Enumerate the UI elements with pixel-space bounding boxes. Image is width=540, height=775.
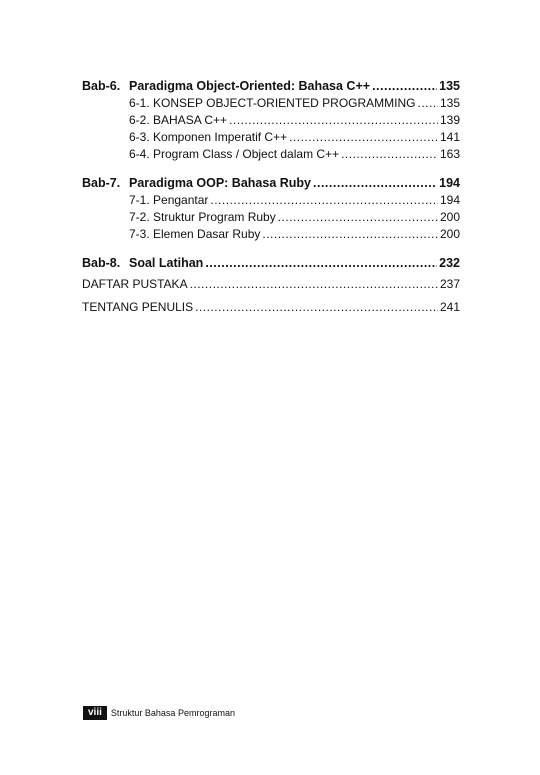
tentang-penulis-entry[interactable] bbox=[82, 299, 460, 316]
chapter-6-group bbox=[82, 78, 460, 163]
dot-leader bbox=[372, 78, 437, 95]
chapter-7-entry[interactable] bbox=[82, 175, 460, 192]
dot-leader bbox=[210, 192, 438, 209]
dot-leader bbox=[278, 209, 438, 226]
page-number: 135 bbox=[439, 79, 460, 93]
section-title: 6-3. Komponen Imperatif C++ bbox=[129, 130, 288, 144]
dot-leader bbox=[341, 146, 438, 163]
chapter-title: Paradigma Object-Oriented: Bahasa C++ bbox=[129, 79, 371, 93]
page-number: 141 bbox=[439, 130, 460, 144]
dot-leader bbox=[313, 175, 437, 192]
section-title: 6-4. Program Class / Object dalam C++ bbox=[129, 147, 340, 161]
dot-leader bbox=[262, 226, 438, 243]
dot-leader bbox=[195, 299, 438, 316]
entry-title: DAFTAR PUSTAKA bbox=[82, 277, 188, 291]
dot-leader bbox=[418, 95, 438, 112]
footer-book-title: Struktur Bahasa Pemrograman bbox=[110, 708, 235, 718]
chapter-number: Bab-7. bbox=[82, 176, 121, 190]
page-number: 194 bbox=[439, 176, 460, 190]
chapter-6-entry[interactable] bbox=[82, 78, 460, 95]
page-footer bbox=[83, 706, 235, 720]
page-number: 163 bbox=[439, 147, 460, 161]
section-title: 6-1. KONSEP OBJECT-ORIENTED PROGRAMMING bbox=[129, 96, 416, 110]
dot-leader bbox=[229, 112, 438, 129]
chapter-number: Bab-8. bbox=[82, 256, 121, 270]
page-number: 194 bbox=[439, 193, 460, 207]
page-number: 135 bbox=[439, 96, 460, 110]
chapter-title: Soal Latihan bbox=[129, 256, 204, 270]
section-6-4-entry[interactable] bbox=[82, 146, 460, 163]
section-title: 7-1. Pengantar bbox=[129, 193, 209, 207]
chapter-8-entry[interactable] bbox=[82, 255, 460, 272]
section-6-1-entry[interactable] bbox=[82, 95, 460, 112]
entry-title: TENTANG PENULIS bbox=[82, 300, 194, 314]
footer-page-number: viii bbox=[83, 706, 107, 720]
chapter-number: Bab-6. bbox=[82, 79, 121, 93]
daftar-pustaka-entry[interactable] bbox=[82, 276, 460, 293]
page-number: 241 bbox=[439, 300, 460, 314]
section-title: 7-2. Struktur Program Ruby bbox=[129, 210, 276, 224]
section-6-3-entry[interactable] bbox=[82, 129, 460, 146]
page-number: 232 bbox=[439, 256, 460, 270]
page-number: 139 bbox=[439, 113, 460, 127]
section-7-1-entry[interactable] bbox=[82, 192, 460, 209]
page-number: 237 bbox=[439, 277, 460, 291]
chapter-7-group bbox=[82, 175, 460, 243]
table-of-contents bbox=[82, 78, 460, 316]
dot-leader bbox=[205, 255, 437, 272]
chapter-title: Paradigma OOP: Bahasa Ruby bbox=[129, 176, 312, 190]
dot-leader bbox=[289, 129, 438, 146]
chapter-8-group bbox=[82, 255, 460, 272]
page-number: 200 bbox=[439, 210, 460, 224]
page-number: 200 bbox=[439, 227, 460, 241]
section-7-3-entry[interactable] bbox=[82, 226, 460, 243]
section-6-2-entry[interactable] bbox=[82, 112, 460, 129]
dot-leader bbox=[190, 276, 438, 293]
section-7-2-entry[interactable] bbox=[82, 209, 460, 226]
section-title: 6-2. BAHASA C++ bbox=[129, 113, 228, 127]
section-title: 7-3. Elemen Dasar Ruby bbox=[129, 227, 261, 241]
